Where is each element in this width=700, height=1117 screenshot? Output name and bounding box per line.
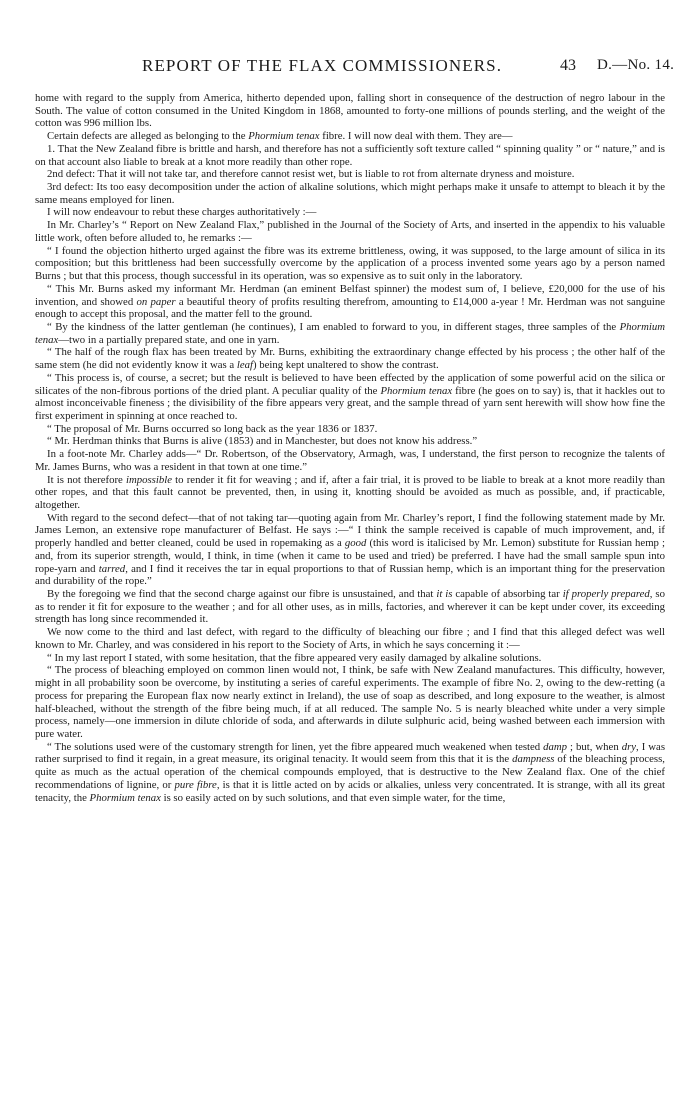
document-reference: D.—No. 14. xyxy=(597,57,675,73)
paragraph-text: “ The process of bleaching employed on common linen would not, I think, be safe with New Zealand manufactures. This difficulty, however, might in all probability soon be overcome, by instituting a series of careful experiments. The example of fibre No. 2, owing to the dew-retting (a process for preparing the European flax now nearly extinct in Ireland), the use of soap as described, and long exposure to the weather, is almost half-bleached, without the strength of the fibre being much, if at all reduced. The sample No. 5 is nearly bleached white under a very simple process, namely—one immersion in dilute chloride of soda, and afterwards in dilute sulphuric acid, being washed between each immersion with pure water. xyxy=(35,664,665,740)
paragraph-text: capable of absorbing tar xyxy=(452,588,563,601)
paragraph xyxy=(35,92,665,130)
paragraph-text: “ I found the objection hitherto urged against the fibre was its extreme brittleness, owing, it was supposed, to the large amount of silica in its composition; but this brittleness had been successfully overcome by the application of a process invented some years ago by a person named Burns ; but that this process, though successful in its operation, was so expensive as to suit only in the laboratory. xyxy=(35,244,665,283)
paragraph xyxy=(35,741,665,805)
paragraph-text: It is not therefore xyxy=(47,473,126,486)
paragraph-text: “ The solutions used were of the customary strength for linen, yet the fibre appeared much weakened when tested xyxy=(47,740,544,753)
paragraph-text: “ In my last report I stated, with some hesitation, that the fibre appeared very easily damaged by alkaline solutions. xyxy=(47,651,542,664)
paragraph xyxy=(35,321,665,346)
paragraph xyxy=(35,626,665,651)
italic-text: impossible xyxy=(126,473,172,486)
paragraph-text: “ The half of the rough flax has been treated by Mr. Burns, exhibiting the extraordinary change effected by his process ; the other half of the same stem (he did not evidently know it was a xyxy=(35,346,665,372)
paragraph xyxy=(35,372,665,423)
paragraph-text: (this word is italicised by Mr. Lemon) substitute for Russian hemp ; and, from its superior strength, would, I think, in time (when it came to be used and tried) be preferred. I have had the small sample spun into rope-yarn and xyxy=(35,537,665,575)
paragraph-text: of the bleaching process, quite as much as the actual operation of the chemical compounds employed, that is destructive to the New Zealand flax. One of the chief recommendations of lignine, or xyxy=(35,753,665,791)
paragraph-text: We now come to the third and last defect, with regard to the difficulty of bleaching our fibre ; and I find that this alleged defect was well known to Mr. Charley, and was considered in his report to the Society of Arts, in which he says concerning it :— xyxy=(35,626,665,651)
page-header xyxy=(0,56,700,82)
paragraph-text: 3rd defect: Its too easy decomposition under the action of alkaline solutions, which might perhaps make it unsafe to attempt to bleach it by the same means employed for linen. xyxy=(35,181,665,206)
paragraph-text: is so easily acted on by such solutions, and that even simple water, for the time, xyxy=(160,791,506,804)
paragraph-text: “ This Mr. Burns asked my informant Mr. Herdman (an eminent Belfast spinner) the modest sum of, I believe, £20,000 for the use of his invention, and showed xyxy=(35,282,665,308)
paragraph xyxy=(35,474,665,512)
paragraph xyxy=(35,588,665,626)
paragraph xyxy=(35,346,665,371)
paragraph xyxy=(35,219,665,244)
italic-text: if properly prepared xyxy=(562,588,650,601)
paragraph xyxy=(35,130,665,143)
paragraph-text: Certain defects are alleged as belonging to the xyxy=(47,130,249,143)
paragraph xyxy=(35,143,665,168)
paragraph-text: “ By the kindness of the latter gentleman (he continues), I am enabled to forward to you, in different stages, three samples of the xyxy=(47,320,620,333)
paragraph-text: a beautiful theory of profits resulting therefrom, amounting to £14,000 a-year ! Mr. Herdman was not sanguine enough to accept this proposal, and the matter fell to the ground. xyxy=(35,295,665,321)
italic-text: dampness xyxy=(512,753,555,766)
paragraph xyxy=(35,245,665,283)
paragraph-text: —two in a partially prepared state, and one in yarn. xyxy=(58,333,280,346)
paragraph-text: In Mr. Charley’s “ Report on New Zealand Flax,” published in the Journal of the Society of Arts, and inserted in the appendix to his valuable little work, often before alluded to, he remarks :— xyxy=(35,219,665,244)
running-title: REPORT OF THE FLAX COMMISSIONERS. xyxy=(142,56,503,75)
paragraph-text: , I was rather surprised to find it regain, in a great measure, its original tenacity. It would seem from this that it is the xyxy=(35,740,665,766)
paragraph xyxy=(35,448,665,473)
paragraph xyxy=(35,664,665,740)
paragraph-text: “ This process is, of course, a secret; but the result is believed to have been effected by the application of some powerful acid on the silica or silicates of the non-fibrous portions of the dried plant. A peculiar quality of the xyxy=(35,371,665,397)
italic-text: Phormium tenax xyxy=(35,320,665,346)
italic-text: good xyxy=(344,537,367,550)
report-body-text xyxy=(35,92,665,804)
paragraph-text: to render it fit for weaving ; and if, after a fair trial, it is proved to be liable to break at a knot more readily than other ropes, and that this fault cannot be prevented, then, in using it, knotting should be avoided as much as possible, and, if practicable, altogether. xyxy=(35,473,666,511)
italic-text: tarred xyxy=(98,562,126,575)
paragraph-text: I will now endeavour to rebut these charges authoritatively :— xyxy=(47,206,317,219)
italic-text: pure fibre xyxy=(174,778,217,791)
paragraph-text: 1. That the New Zealand fibre is brittle and harsh, and therefore has not a sufficiently soft texture called “ spinning quality ” or “ nature,” and is on that account also liable to break at a knot more readily than other rope. xyxy=(35,142,665,168)
italic-text: dry xyxy=(621,740,637,753)
paragraph xyxy=(35,206,665,219)
paragraph-text: ) being kept unaltered to show the contrast. xyxy=(252,359,439,372)
paragraph xyxy=(35,512,665,588)
paragraph-text: ; but, when xyxy=(567,740,622,753)
paragraph-text: , is that it is little acted on by acids or alkalies, unless very concentrated. It is strange, with all its great tenacity, the xyxy=(35,778,665,804)
paragraph-text: fibre (he goes on to say) is, that it hackles out to almost inconceivable fineness ; the divisibility of the fibre appears very great, and the sample thread of yarn sent herewith will show how fine the first experiment in spinning at once reached to. xyxy=(35,384,665,422)
paragraph-text: fibre. I will now deal with them. They are— xyxy=(319,130,513,143)
italic-text: damp xyxy=(543,740,568,753)
paragraph xyxy=(35,283,665,321)
italic-text: it is xyxy=(436,588,453,601)
paragraph-text: In a foot-note Mr. Charley adds—“ Dr. Robertson, of the Observatory, Armagh, was, I understand, the first person to recognize the talents of Mr. James Burns, who was a resident in that town at one time.” xyxy=(35,448,665,473)
page-number: 43 xyxy=(560,57,576,74)
italic-text: Phormium tenax xyxy=(380,384,453,397)
paragraph-text: , and I find it receives the tar in equal proportions to that of Russian hemp, which is an important thing for the preservation and durability of the rope.” xyxy=(35,562,665,588)
paragraph xyxy=(35,435,665,448)
paragraph xyxy=(35,652,665,665)
paragraph-text: home with regard to the supply from America, hitherto depended upon, falling short in consequence of the destruction of negro labour in the South. The value of cotton consumed in the United Kingdom in 1868, amounted to forty-one millions of pounds sterling, and the weight of the cotton was 996 million lbs. xyxy=(35,92,665,130)
paragraph xyxy=(35,168,665,181)
paragraph-text: , so as to render it fit for exposure to the weather ; and for all other uses, as in mills, factories, and wherever it can be kept under cover, its exceeding strength has long since recommended it. xyxy=(35,588,665,626)
italic-text: Phormium tenax xyxy=(89,791,161,804)
italic-text: on paper xyxy=(136,295,176,308)
paragraph xyxy=(35,181,665,206)
paragraph-text: 2nd defect: That it will not take tar, and therefore cannot resist wet, but is liable to rot from alternate dryness and moisture. xyxy=(47,168,575,181)
paragraph-text: “ Mr. Herdman thinks that Burns is alive (1853) and in Manchester, but does not know his address.” xyxy=(47,435,478,448)
paragraph-text: With regard to the second defect—that of not taking tar—quoting again from Mr. Charley’s report, I find the following statement made by Mr. James Lemon, an extensive rope manufacturer of Belfast. He says :—“ I think the sample received is capable of much improvement, and, if properly handled and better cleaned, could be used in ropemaking as a xyxy=(35,511,665,550)
paragraph xyxy=(35,423,665,436)
paragraph-text: “ The proposal of Mr. Burns occurred so long back as the year 1836 or 1837. xyxy=(47,422,378,435)
italic-text: leaf xyxy=(236,359,253,372)
paragraph-text: By the foregoing we find that the second charge against our fibre is unsustained, and that xyxy=(47,588,437,601)
italic-text: Phormium tenax xyxy=(248,130,320,143)
